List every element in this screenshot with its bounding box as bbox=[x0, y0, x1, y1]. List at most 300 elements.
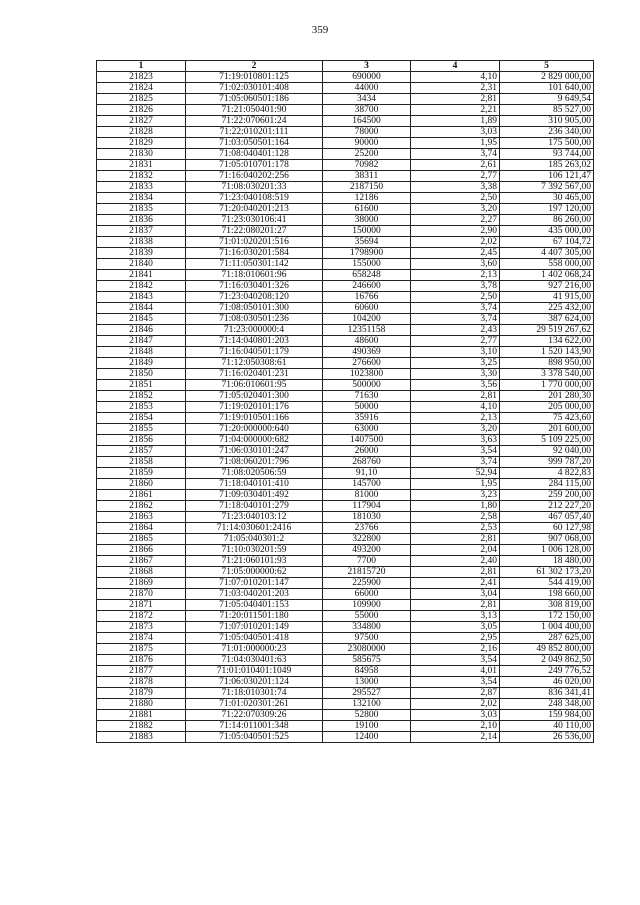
row-number-cell: 21830 bbox=[97, 149, 186, 160]
area-cell: 276600 bbox=[323, 358, 411, 369]
rate-cell: 2,81 bbox=[411, 600, 500, 611]
row-number-cell: 21825 bbox=[97, 94, 186, 105]
cadastral-number-cell: 71:08:060201:796 bbox=[186, 457, 323, 468]
cadastral-number-cell: 71:08:020506:59 bbox=[186, 468, 323, 479]
page-number: 359 bbox=[311, 24, 329, 36]
table-row bbox=[97, 589, 594, 600]
table-row bbox=[97, 633, 594, 644]
area-cell: 493200 bbox=[323, 545, 411, 556]
table-row bbox=[97, 490, 594, 501]
table-row bbox=[97, 292, 594, 303]
cadastral-number-cell: 71:21:060101:93 bbox=[186, 556, 323, 567]
cadastral-number-cell: 71:01:020301:261 bbox=[186, 699, 323, 710]
area-cell: 38311 bbox=[323, 171, 411, 182]
row-number-cell: 21879 bbox=[97, 688, 186, 699]
value-cell: 198 660,00 bbox=[500, 589, 594, 600]
table-row bbox=[97, 138, 594, 149]
area-cell: 500000 bbox=[323, 380, 411, 391]
column-header: 2 bbox=[186, 61, 323, 72]
value-cell: 907 068,00 bbox=[500, 534, 594, 545]
rate-cell: 2,50 bbox=[411, 193, 500, 204]
rate-cell: 2,04 bbox=[411, 545, 500, 556]
rate-cell: 3,10 bbox=[411, 347, 500, 358]
area-cell: 52800 bbox=[323, 710, 411, 721]
row-number-cell: 21856 bbox=[97, 435, 186, 446]
row-number-cell: 21878 bbox=[97, 677, 186, 688]
table-row bbox=[97, 105, 594, 116]
area-cell: 150000 bbox=[323, 226, 411, 237]
rate-cell: 4,10 bbox=[411, 402, 500, 413]
rate-cell: 3,74 bbox=[411, 457, 500, 468]
row-number-cell: 21845 bbox=[97, 314, 186, 325]
value-cell: 999 787,20 bbox=[500, 457, 594, 468]
cadastral-number-cell: 71:21:050401:90 bbox=[186, 105, 323, 116]
row-number-cell: 21832 bbox=[97, 171, 186, 182]
area-cell: 16766 bbox=[323, 292, 411, 303]
value-cell: 7 392 567,00 bbox=[500, 182, 594, 193]
area-cell: 12186 bbox=[323, 193, 411, 204]
value-cell: 30 465,00 bbox=[500, 193, 594, 204]
row-number-cell: 21829 bbox=[97, 138, 186, 149]
rate-cell: 2,43 bbox=[411, 325, 500, 336]
cadastral-number-cell: 71:20:040201:213 bbox=[186, 204, 323, 215]
column-header: 1 bbox=[97, 61, 186, 72]
rate-cell: 1,95 bbox=[411, 479, 500, 490]
cadastral-number-cell: 71:16:030201:584 bbox=[186, 248, 323, 259]
rate-cell: 3,05 bbox=[411, 622, 500, 633]
rate-cell: 3,54 bbox=[411, 655, 500, 666]
area-cell: 90000 bbox=[323, 138, 411, 149]
area-cell: 84958 bbox=[323, 666, 411, 677]
rate-cell: 3,38 bbox=[411, 182, 500, 193]
area-cell: 48600 bbox=[323, 336, 411, 347]
table-row bbox=[97, 578, 594, 589]
rate-cell: 3,23 bbox=[411, 490, 500, 501]
table-row bbox=[97, 204, 594, 215]
cadastral-number-cell: 71:07:010201:149 bbox=[186, 622, 323, 633]
cadastral-number-cell: 71:22:070601:24 bbox=[186, 116, 323, 127]
cadastral-number-cell: 71:05:040401:153 bbox=[186, 600, 323, 611]
table-row bbox=[97, 600, 594, 611]
area-cell: 117904 bbox=[323, 501, 411, 512]
value-cell: 1 520 143,90 bbox=[500, 347, 594, 358]
row-number-cell: 21826 bbox=[97, 105, 186, 116]
area-cell: 71630 bbox=[323, 391, 411, 402]
cadastral-number-cell: 71:09:030401:492 bbox=[186, 490, 323, 501]
rate-cell: 4,01 bbox=[411, 666, 500, 677]
cadastral-number-cell: 71:22:010201:111 bbox=[186, 127, 323, 138]
cadastral-number-cell: 71:01:000000:23 bbox=[186, 644, 323, 655]
area-cell: 1798900 bbox=[323, 248, 411, 259]
area-cell: 97500 bbox=[323, 633, 411, 644]
table-row bbox=[97, 116, 594, 127]
rate-cell: 3,63 bbox=[411, 435, 500, 446]
rate-cell: 3,54 bbox=[411, 677, 500, 688]
rate-cell: 2,13 bbox=[411, 413, 500, 424]
cadastral-number-cell: 71:04:000000:682 bbox=[186, 435, 323, 446]
row-number-cell: 21860 bbox=[97, 479, 186, 490]
value-cell: 558 000,00 bbox=[500, 259, 594, 270]
row-number-cell: 21880 bbox=[97, 699, 186, 710]
value-cell: 106 121,47 bbox=[500, 171, 594, 182]
row-number-cell: 21862 bbox=[97, 501, 186, 512]
cadastral-number-cell: 71:14:030601:2416 bbox=[186, 523, 323, 534]
value-cell: 85 527,00 bbox=[500, 105, 594, 116]
area-cell: 70982 bbox=[323, 160, 411, 171]
row-number-cell: 21882 bbox=[97, 721, 186, 732]
row-number-cell: 21868 bbox=[97, 567, 186, 578]
row-number-cell: 21848 bbox=[97, 347, 186, 358]
area-cell: 295527 bbox=[323, 688, 411, 699]
column-header: 4 bbox=[411, 61, 500, 72]
row-number-cell: 21834 bbox=[97, 193, 186, 204]
table-row bbox=[97, 424, 594, 435]
row-number-cell: 21875 bbox=[97, 644, 186, 655]
value-cell: 836 341,41 bbox=[500, 688, 594, 699]
table-row bbox=[97, 182, 594, 193]
rate-cell: 2,61 bbox=[411, 160, 500, 171]
rate-cell: 3,20 bbox=[411, 424, 500, 435]
row-number-cell: 21844 bbox=[97, 303, 186, 314]
table-row bbox=[97, 512, 594, 523]
row-number-cell: 21855 bbox=[97, 424, 186, 435]
table-row bbox=[97, 413, 594, 424]
value-cell: 40 110,00 bbox=[500, 721, 594, 732]
value-cell: 4 822,83 bbox=[500, 468, 594, 479]
value-cell: 41 915,00 bbox=[500, 292, 594, 303]
rate-cell: 2,31 bbox=[411, 83, 500, 94]
rate-cell: 2,77 bbox=[411, 171, 500, 182]
area-cell: 585675 bbox=[323, 655, 411, 666]
cadastral-number-cell: 71:11:050301:142 bbox=[186, 259, 323, 270]
rate-cell: 2,45 bbox=[411, 248, 500, 259]
rate-cell: 2,02 bbox=[411, 237, 500, 248]
rate-cell: 2,90 bbox=[411, 226, 500, 237]
value-cell: 86 260,00 bbox=[500, 215, 594, 226]
row-number-cell: 21881 bbox=[97, 710, 186, 721]
row-number-cell: 21854 bbox=[97, 413, 186, 424]
cadastral-number-cell: 71:18:010301:74 bbox=[186, 688, 323, 699]
row-number-cell: 21876 bbox=[97, 655, 186, 666]
rate-cell: 2,16 bbox=[411, 644, 500, 655]
table-row bbox=[97, 523, 594, 534]
rate-cell: 3,04 bbox=[411, 589, 500, 600]
table-row bbox=[97, 369, 594, 380]
rate-cell: 3,13 bbox=[411, 611, 500, 622]
value-cell: 172 150,00 bbox=[500, 611, 594, 622]
area-cell: 38700 bbox=[323, 105, 411, 116]
value-cell: 92 040,00 bbox=[500, 446, 594, 457]
rate-cell: 2,10 bbox=[411, 721, 500, 732]
value-cell: 2 049 862,50 bbox=[500, 655, 594, 666]
value-cell: 308 819,00 bbox=[500, 600, 594, 611]
table-header-row bbox=[97, 61, 594, 72]
rate-cell: 3,56 bbox=[411, 380, 500, 391]
area-cell: 38000 bbox=[323, 215, 411, 226]
area-cell: 109900 bbox=[323, 600, 411, 611]
area-cell: 268760 bbox=[323, 457, 411, 468]
rate-cell: 3,60 bbox=[411, 259, 500, 270]
cadastral-number-cell: 71:16:040501:179 bbox=[186, 347, 323, 358]
row-number-cell: 21839 bbox=[97, 248, 186, 259]
cadastral-number-cell: 71:20:011501:180 bbox=[186, 611, 323, 622]
row-number-cell: 21869 bbox=[97, 578, 186, 589]
value-cell: 898 950,00 bbox=[500, 358, 594, 369]
cadastral-number-cell: 71:14:011001:348 bbox=[186, 721, 323, 732]
row-number-cell: 21861 bbox=[97, 490, 186, 501]
table-row bbox=[97, 248, 594, 259]
area-cell: 78000 bbox=[323, 127, 411, 138]
rate-cell: 3,25 bbox=[411, 358, 500, 369]
cadastral-number-cell: 71:19:020101:176 bbox=[186, 402, 323, 413]
area-cell: 104200 bbox=[323, 314, 411, 325]
rate-cell: 2,53 bbox=[411, 523, 500, 534]
cadastral-number-cell: 71:16:020401:231 bbox=[186, 369, 323, 380]
area-cell: 25200 bbox=[323, 149, 411, 160]
table-row bbox=[97, 721, 594, 732]
table-row bbox=[97, 556, 594, 567]
row-number-cell: 21849 bbox=[97, 358, 186, 369]
value-cell: 236 340,00 bbox=[500, 127, 594, 138]
value-cell: 1 006 128,00 bbox=[500, 545, 594, 556]
value-cell: 205 000,00 bbox=[500, 402, 594, 413]
rate-cell: 2,02 bbox=[411, 699, 500, 710]
row-number-cell: 21837 bbox=[97, 226, 186, 237]
row-number-cell: 21873 bbox=[97, 622, 186, 633]
table-row bbox=[97, 688, 594, 699]
cadastral-number-cell: 71:23:040108:519 bbox=[186, 193, 323, 204]
area-cell: 35694 bbox=[323, 237, 411, 248]
area-cell: 225900 bbox=[323, 578, 411, 589]
rate-cell: 3,74 bbox=[411, 303, 500, 314]
table-row bbox=[97, 270, 594, 281]
area-cell: 1407500 bbox=[323, 435, 411, 446]
value-cell: 467 057,40 bbox=[500, 512, 594, 523]
table-row bbox=[97, 644, 594, 655]
rate-cell: 3,74 bbox=[411, 314, 500, 325]
cadastral-number-cell: 71:18:040101:410 bbox=[186, 479, 323, 490]
cadastral-number-cell: 71:14:040801:203 bbox=[186, 336, 323, 347]
cadastral-number-cell: 71:05:020401:300 bbox=[186, 391, 323, 402]
row-number-cell: 21851 bbox=[97, 380, 186, 391]
rate-cell: 2,14 bbox=[411, 732, 500, 743]
row-number-cell: 21823 bbox=[97, 72, 186, 83]
area-cell: 23080000 bbox=[323, 644, 411, 655]
area-cell: 12351158 bbox=[323, 325, 411, 336]
row-number-cell: 21847 bbox=[97, 336, 186, 347]
area-cell: 145700 bbox=[323, 479, 411, 490]
area-cell: 21815720 bbox=[323, 567, 411, 578]
value-cell: 185 263,02 bbox=[500, 160, 594, 171]
cadastral-number-cell: 71:23:040103:12 bbox=[186, 512, 323, 523]
row-number-cell: 21867 bbox=[97, 556, 186, 567]
area-cell: 23766 bbox=[323, 523, 411, 534]
table-row bbox=[97, 347, 594, 358]
cadastral-number-cell: 71:16:030401:326 bbox=[186, 281, 323, 292]
rate-cell: 3,54 bbox=[411, 446, 500, 457]
cadastral-number-cell: 71:22:080201:27 bbox=[186, 226, 323, 237]
table-row bbox=[97, 259, 594, 270]
table-row bbox=[97, 402, 594, 413]
table-row bbox=[97, 215, 594, 226]
value-cell: 1 004 400,00 bbox=[500, 622, 594, 633]
row-number-cell: 21824 bbox=[97, 83, 186, 94]
table-row bbox=[97, 446, 594, 457]
table-row bbox=[97, 501, 594, 512]
rate-cell: 4,10 bbox=[411, 72, 500, 83]
table-row bbox=[97, 468, 594, 479]
table-row bbox=[97, 534, 594, 545]
cadastral-number-cell: 71:05:000000:62 bbox=[186, 567, 323, 578]
table-row bbox=[97, 611, 594, 622]
value-cell: 387 624,00 bbox=[500, 314, 594, 325]
table-row bbox=[97, 127, 594, 138]
cadastral-number-cell: 71:23:040208:120 bbox=[186, 292, 323, 303]
value-cell: 18 480,00 bbox=[500, 556, 594, 567]
row-number-cell: 21872 bbox=[97, 611, 186, 622]
area-cell: 60600 bbox=[323, 303, 411, 314]
value-cell: 4 407 305,00 bbox=[500, 248, 594, 259]
cadastral-number-cell: 71:06:030101:247 bbox=[186, 446, 323, 457]
column-header: 5 bbox=[500, 61, 594, 72]
value-cell: 201 600,00 bbox=[500, 424, 594, 435]
cadastral-number-cell: 71:23:030106:41 bbox=[186, 215, 323, 226]
value-cell: 544 419,00 bbox=[500, 578, 594, 589]
value-cell: 1 770 000,00 bbox=[500, 380, 594, 391]
cadastral-number-cell: 71:22:070309:26 bbox=[186, 710, 323, 721]
area-cell: 690000 bbox=[323, 72, 411, 83]
table-row bbox=[97, 545, 594, 556]
cadastral-number-cell: 71:03:050501:164 bbox=[186, 138, 323, 149]
table-row bbox=[97, 303, 594, 314]
row-number-cell: 21853 bbox=[97, 402, 186, 413]
value-cell: 310 905,00 bbox=[500, 116, 594, 127]
row-number-cell: 21840 bbox=[97, 259, 186, 270]
area-cell: 658248 bbox=[323, 270, 411, 281]
value-cell: 287 625,00 bbox=[500, 633, 594, 644]
value-cell: 927 216,00 bbox=[500, 281, 594, 292]
cadastral-number-cell: 71:06:030201:124 bbox=[186, 677, 323, 688]
rate-cell: 2,13 bbox=[411, 270, 500, 281]
value-cell: 9 649,54 bbox=[500, 94, 594, 105]
area-cell: 44000 bbox=[323, 83, 411, 94]
cadastral-number-cell: 71:08:030501:236 bbox=[186, 314, 323, 325]
cadastral-number-cell: 71:19:010801:125 bbox=[186, 72, 323, 83]
cadastral-number-cell: 71:18:040101:279 bbox=[186, 501, 323, 512]
area-cell: 3434 bbox=[323, 94, 411, 105]
row-number-cell: 21859 bbox=[97, 468, 186, 479]
cadastral-number-cell: 71:18:010601:96 bbox=[186, 270, 323, 281]
cadastral-number-cell: 71:01:020201:516 bbox=[186, 237, 323, 248]
cadastral-number-cell: 71:19:010501:166 bbox=[186, 413, 323, 424]
row-number-cell: 21827 bbox=[97, 116, 186, 127]
table-row bbox=[97, 666, 594, 677]
row-number-cell: 21863 bbox=[97, 512, 186, 523]
cadastral-number-cell: 71:23:000000:4 bbox=[186, 325, 323, 336]
rate-cell: 2,95 bbox=[411, 633, 500, 644]
area-cell: 19100 bbox=[323, 721, 411, 732]
area-cell: 13000 bbox=[323, 677, 411, 688]
area-cell: 181030 bbox=[323, 512, 411, 523]
cadastral-number-cell: 71:03:040201:203 bbox=[186, 589, 323, 600]
table-row bbox=[97, 160, 594, 171]
area-cell: 91,10 bbox=[323, 468, 411, 479]
area-cell: 164500 bbox=[323, 116, 411, 127]
table-row bbox=[97, 457, 594, 468]
value-cell: 61 302 173,20 bbox=[500, 567, 594, 578]
table-row bbox=[97, 710, 594, 721]
row-number-cell: 21836 bbox=[97, 215, 186, 226]
rate-cell: 3,78 bbox=[411, 281, 500, 292]
area-cell: 155000 bbox=[323, 259, 411, 270]
row-number-cell: 21857 bbox=[97, 446, 186, 457]
row-number-cell: 21865 bbox=[97, 534, 186, 545]
value-cell: 259 200,00 bbox=[500, 490, 594, 501]
row-number-cell: 21842 bbox=[97, 281, 186, 292]
rate-cell: 2,41 bbox=[411, 578, 500, 589]
table-row bbox=[97, 732, 594, 743]
value-cell: 46 020,00 bbox=[500, 677, 594, 688]
value-cell: 93 744,00 bbox=[500, 149, 594, 160]
row-number-cell: 21833 bbox=[97, 182, 186, 193]
area-cell: 1023800 bbox=[323, 369, 411, 380]
value-cell: 248 348,00 bbox=[500, 699, 594, 710]
rate-cell: 3,30 bbox=[411, 369, 500, 380]
value-cell: 60 127,98 bbox=[500, 523, 594, 534]
table-row bbox=[97, 677, 594, 688]
rate-cell: 3,20 bbox=[411, 204, 500, 215]
value-cell: 159 984,00 bbox=[500, 710, 594, 721]
table-row bbox=[97, 149, 594, 160]
area-cell: 490369 bbox=[323, 347, 411, 358]
rate-cell: 52,94 bbox=[411, 468, 500, 479]
area-cell: 61600 bbox=[323, 204, 411, 215]
area-cell: 26000 bbox=[323, 446, 411, 457]
rate-cell: 1,95 bbox=[411, 138, 500, 149]
table-row bbox=[97, 94, 594, 105]
table-row bbox=[97, 336, 594, 347]
row-number-cell: 21843 bbox=[97, 292, 186, 303]
cadastral-number-cell: 71:08:040401:128 bbox=[186, 149, 323, 160]
area-cell: 35916 bbox=[323, 413, 411, 424]
row-number-cell: 21858 bbox=[97, 457, 186, 468]
cadastral-number-cell: 71:20:000000:640 bbox=[186, 424, 323, 435]
rate-cell: 2,87 bbox=[411, 688, 500, 699]
area-cell: 55000 bbox=[323, 611, 411, 622]
data-table bbox=[96, 60, 594, 743]
cadastral-number-cell: 71:05:040501:418 bbox=[186, 633, 323, 644]
row-number-cell: 21852 bbox=[97, 391, 186, 402]
table-row bbox=[97, 314, 594, 325]
value-cell: 75 423,60 bbox=[500, 413, 594, 424]
table-row bbox=[97, 622, 594, 633]
table-row bbox=[97, 83, 594, 94]
row-number-cell: 21835 bbox=[97, 204, 186, 215]
table-row bbox=[97, 72, 594, 83]
row-number-cell: 21828 bbox=[97, 127, 186, 138]
value-cell: 197 120,00 bbox=[500, 204, 594, 215]
rate-cell: 1,80 bbox=[411, 501, 500, 512]
area-cell: 322800 bbox=[323, 534, 411, 545]
cadastral-number-cell: 71:06:010601:95 bbox=[186, 380, 323, 391]
area-cell: 2187150 bbox=[323, 182, 411, 193]
row-number-cell: 21877 bbox=[97, 666, 186, 677]
area-cell: 12400 bbox=[323, 732, 411, 743]
rate-cell: 2,21 bbox=[411, 105, 500, 116]
cadastral-number-cell: 71:05:010701:178 bbox=[186, 160, 323, 171]
row-number-cell: 21841 bbox=[97, 270, 186, 281]
value-cell: 175 500,00 bbox=[500, 138, 594, 149]
